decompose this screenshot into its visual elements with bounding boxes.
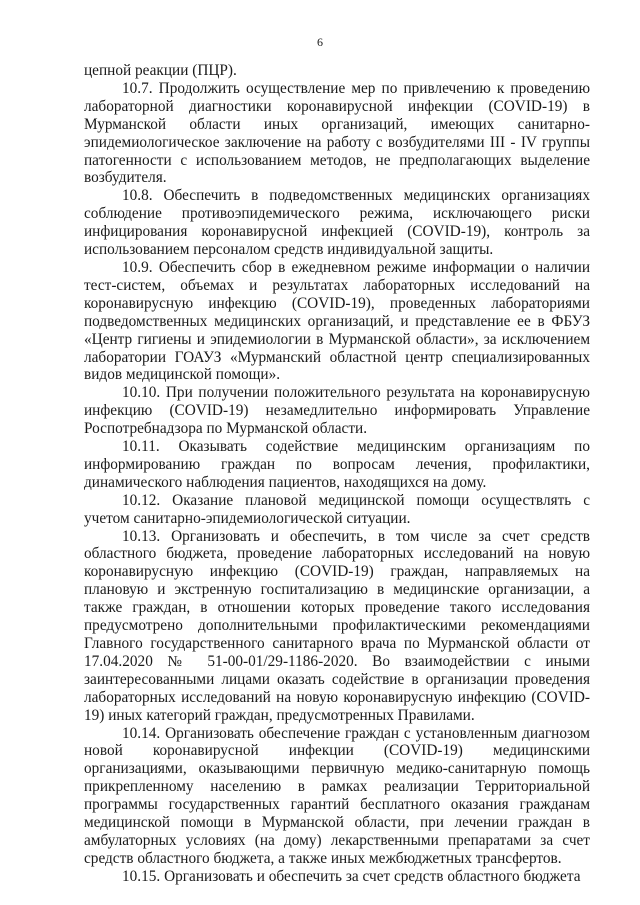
paragraph-10-7: 10.7. Продолжить осуществление мер по привлечению к проведению лабораторной диагностики коронавирусной инфекции (COVID-19) в Мурманской области иных организаций, имеющих санитарно-эпидемиологическое заключение на работу с возбудителями III - IV группы патогенности с использованием методов, не предполагающих выделение возбудителя. bbox=[84, 79, 590, 187]
paragraph-10-8: 10.8. Обеспечить в подведомственных медицинских организациях соблюдение противоэпидемического режима, исключающего риски инфицирования коронавирусной инфекцией (COVID-19), контроль за использованием персоналом средств индивидуальной защиты. bbox=[84, 187, 590, 259]
paragraph-10-13: 10.13. Организовать и обеспечить, в том числе за счет средств областного бюджета, проведение лабораторных исследований на новую коронавирусную инфекцию (COVID-19) граждан, направляемых на плановую и экстренную госпитализацию в медицинские организации, а также граждан, в отношении которых проведение такого исследования предусмотрено дополнительными профилактическими рекомендациями Главного государственного санитарного врача по Мурманской области от 17.04.2020 № 51-00-01/29-1186-2020. Во взаимодействии с иными заинтересованными лицами оказать содействие в организации проведения лабораторных исследований на новую коронавирусную инфекцию (COVID-19) иных категорий граждан, предусмотренных Правилами. bbox=[84, 527, 590, 724]
paragraph-10-10: 10.10. При получении положительного результата на коронавирусную инфекцию (COVID-19) незамедлительно информировать Управление Роспотребнадзора по Мурманской области. bbox=[84, 384, 590, 438]
paragraph-10-11: 10.11. Оказывать содействие медицинским организациям по информированию граждан по вопросам лечения, профилактики, динамического наблюдения пациентов, находящихся на дому. bbox=[84, 438, 590, 491]
page-number: 6 bbox=[317, 35, 323, 49]
paragraph-pcr-continuation: цепной реакции (ПЦР). bbox=[84, 62, 237, 79]
document-body bbox=[84, 62, 590, 886]
paragraph-10-12: 10.12. Оказание плановой медицинской помощи осуществлять с учетом санитарно-эпидемиологической ситуации. bbox=[84, 491, 590, 527]
paragraph-10-9: 10.9. Обеспечить сбор в ежедневном режиме информации о наличии тест-систем, объемах и результатах лабораторных исследований на коронавирусную инфекцию (COVID-19), проведенных лабораториями подведомственных медицинских организаций, и представление ее в ФБУЗ «Центр гигиены и эпидемиологии в Мурманской области», за исключением лаборатории ГОАУЗ «Мурманский областной центр специализированных видов медицинской помощи». bbox=[84, 258, 590, 384]
paragraph-10-14: 10.14. Организовать обеспечение граждан с установленным диагнозом новой коронавирусной инфекции (COVID-19) медицинскими организациями, оказывающими первичную медико-санитарную помощь прикрепленному населению в рамках реализации Территориальной программы государственных гарантий бесплатного оказания гражданам медицинской помощи в Мурманской области, при лечении граждан в амбулаторных условиях (на дому) лекарственными препаратами за счет средств областного бюджета, а также иных межбюджетных трансфертов. bbox=[84, 724, 590, 867]
paragraph-10-15: 10.15. Организовать и обеспечить за счет средств областного бюджета bbox=[122, 867, 581, 885]
